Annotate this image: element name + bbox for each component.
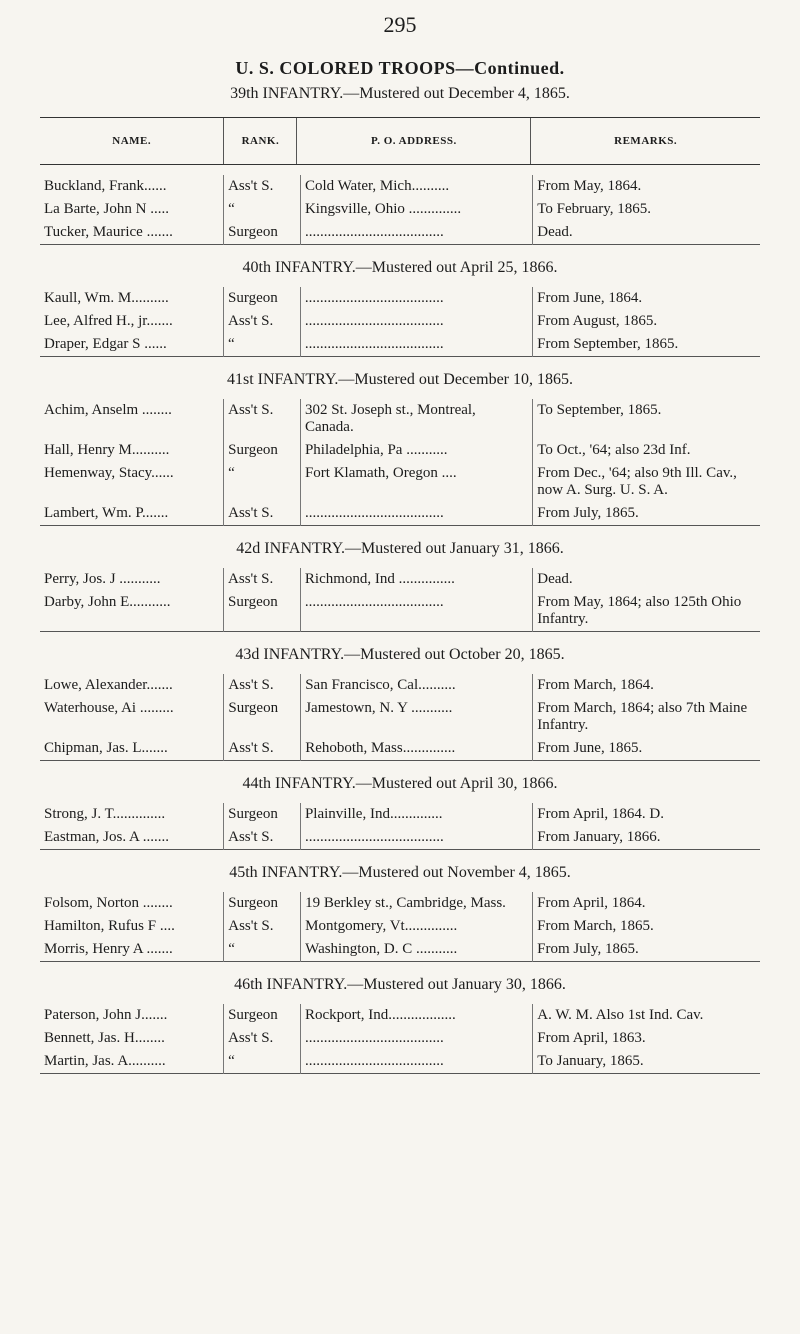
rank-cell: Surgeon xyxy=(224,287,301,310)
remarks-cell: Dead. xyxy=(533,568,760,591)
address-cell: Richmond, Ind ............... xyxy=(300,568,532,591)
table-row xyxy=(40,591,760,632)
section-title: 46th INFANTRY.—Mustered out January 30, 1866. xyxy=(234,976,566,993)
remarks-cell: To September, 1865. xyxy=(533,399,760,439)
section-title: 43d INFANTRY.—Mustered out October 20, 1865. xyxy=(235,646,565,663)
address-cell: ..................................... xyxy=(300,591,532,632)
name-cell: Lambert, Wm. P....... xyxy=(44,505,169,521)
rank-cell: “ xyxy=(224,462,301,502)
address-cell: ..................................... xyxy=(300,310,532,333)
roster-table xyxy=(40,175,760,245)
page-number: 295 xyxy=(383,12,417,37)
address-cell: Rockport, Ind.................. xyxy=(300,1004,532,1027)
remarks-cell: From March, 1864. xyxy=(533,674,760,697)
roster-table xyxy=(40,287,760,357)
table-row xyxy=(40,737,760,761)
name-cell: Hall, Henry M.......... xyxy=(44,442,170,458)
table-row xyxy=(40,221,760,245)
address-cell: Philadelphia, Pa ........... xyxy=(300,439,532,462)
section-title: 40th INFANTRY.—Mustered out April 25, 1866. xyxy=(242,259,558,276)
rank-cell: Surgeon xyxy=(224,697,301,737)
name-cell: Tucker, Maurice ....... xyxy=(44,224,173,240)
rank-cell: “ xyxy=(224,198,301,221)
remarks-cell: Dead. xyxy=(533,221,760,245)
name-cell: Folsom, Norton ........ xyxy=(44,895,173,911)
table-row xyxy=(40,462,760,502)
remarks-cell: To January, 1865. xyxy=(533,1050,760,1074)
remarks-cell: From April, 1864. xyxy=(533,892,760,915)
name-cell: Paterson, John J....... xyxy=(44,1007,168,1023)
table-row xyxy=(40,892,760,915)
table-row xyxy=(40,1004,760,1027)
address-cell: Cold Water, Mich.......... xyxy=(300,175,532,198)
name-cell: Perry, Jos. J ........... xyxy=(44,571,161,587)
name-cell: Lowe, Alexander....... xyxy=(44,677,173,693)
name-cell: Hemenway, Stacy...... xyxy=(44,465,174,481)
address-cell: Jamestown, N. Y ........... xyxy=(301,697,533,737)
remarks-cell: A. W. M. Also 1st Ind. Cav. xyxy=(533,1004,760,1027)
remarks-cell: To Oct., '64; also 23d Inf. xyxy=(533,439,760,462)
rank-cell: Surgeon xyxy=(224,892,301,915)
rank-cell: Ass't S. xyxy=(224,502,301,526)
remarks-cell: From May, 1864. xyxy=(533,175,760,198)
address-cell: 19 Berkley st., Cambridge, Mass. xyxy=(301,892,533,915)
table-row xyxy=(40,803,760,826)
rank-cell: Ass't S. xyxy=(224,737,301,761)
address-cell: Fort Klamath, Oregon .... xyxy=(300,462,532,502)
section-title-39th: 39th INFANTRY.—Mustered out December 4, 1865. xyxy=(230,85,570,102)
document-page xyxy=(40,10,760,1074)
address-cell: Montgomery, Vt.............. xyxy=(301,915,533,938)
table-row xyxy=(40,333,760,357)
table-row xyxy=(40,674,760,697)
rank-cell: Surgeon xyxy=(224,803,301,826)
remarks-cell: From April, 1863. xyxy=(533,1027,760,1050)
address-cell: ..................................... xyxy=(300,287,532,310)
rank-cell: “ xyxy=(224,938,301,962)
address-cell: ..................................... xyxy=(300,333,532,357)
roster-table xyxy=(40,803,760,850)
table-row xyxy=(40,1050,760,1074)
address-cell: ..................................... xyxy=(300,1050,532,1074)
remarks-cell: From January, 1866. xyxy=(533,826,760,850)
name-cell: Hamilton, Rufus F .... xyxy=(44,918,175,934)
rank-cell: Ass't S. xyxy=(224,175,301,198)
name-cell: Lee, Alfred H., jr....... xyxy=(44,313,173,329)
name-cell: Martin, Jas. A.......... xyxy=(44,1053,166,1069)
rank-cell: Surgeon xyxy=(224,439,301,462)
remarks-cell: From June, 1864. xyxy=(533,287,760,310)
roster-table xyxy=(40,892,760,962)
name-cell: Eastman, Jos. A ....... xyxy=(44,829,170,845)
table-row xyxy=(40,502,760,526)
address-cell: ..................................... xyxy=(300,1027,532,1050)
table-row xyxy=(40,568,760,591)
remarks-cell: From March, 1864; also 7th Maine Infantry. xyxy=(533,697,760,737)
rank-cell: “ xyxy=(224,1050,301,1074)
remarks-cell: From June, 1865. xyxy=(533,737,760,761)
name-cell: Kaull, Wm. M.......... xyxy=(44,290,169,306)
rank-cell: Ass't S. xyxy=(224,826,301,850)
rank-cell: Ass't S. xyxy=(224,310,301,333)
address-cell: 302 St. Joseph st., Montreal, Canada. xyxy=(300,399,532,439)
address-cell: ..................................... xyxy=(300,826,532,850)
column-header-address: P. O. ADDRESS. xyxy=(297,118,531,165)
section-title: 42d INFANTRY.—Mustered out January 31, 1866. xyxy=(236,540,564,557)
name-cell: Bennett, Jas. H........ xyxy=(44,1030,165,1046)
column-header-remarks: REMARKS. xyxy=(531,118,760,165)
section-title: 41st INFANTRY.—Mustered out December 10, 1865. xyxy=(226,371,574,388)
remarks-cell: From August, 1865. xyxy=(533,310,760,333)
table-row xyxy=(40,310,760,333)
remarks-cell: From July, 1865. xyxy=(533,938,760,962)
table-row xyxy=(40,399,760,439)
name-cell: Buckland, Frank...... xyxy=(44,178,167,194)
table-row xyxy=(40,287,760,310)
document-title: U. S. COLORED TROOPS—Continued. xyxy=(235,58,565,78)
name-cell: Waterhouse, Ai ......... xyxy=(44,700,174,716)
name-cell: Morris, Henry A ....... xyxy=(44,941,173,957)
roster-sections xyxy=(40,175,760,1074)
roster-table xyxy=(40,1004,760,1074)
rank-cell: Ass't S. xyxy=(224,399,301,439)
table-row xyxy=(40,938,760,962)
name-cell: Strong, J. T.............. xyxy=(44,806,166,822)
name-cell: Draper, Edgar S ...... xyxy=(44,336,167,352)
column-header-name: NAME. xyxy=(40,118,224,165)
name-cell: Achim, Anselm ........ xyxy=(44,402,172,418)
column-header-rank: RANK. xyxy=(224,118,297,165)
remarks-cell: From September, 1865. xyxy=(533,333,760,357)
rank-cell: “ xyxy=(224,333,301,357)
rank-cell: Surgeon xyxy=(224,591,301,632)
rank-cell: Ass't S. xyxy=(224,915,301,938)
section-title: 44th INFANTRY.—Mustered out April 30, 1866. xyxy=(242,775,558,792)
section-title: 45th INFANTRY.—Mustered out November 4, 1865. xyxy=(229,864,571,881)
remarks-cell: From March, 1865. xyxy=(533,915,760,938)
table-row xyxy=(40,175,760,198)
remarks-cell: To February, 1865. xyxy=(533,198,760,221)
name-cell: Chipman, Jas. L....... xyxy=(44,740,168,756)
rank-cell: Surgeon xyxy=(224,1004,301,1027)
table-row xyxy=(40,697,760,737)
table-row xyxy=(40,915,760,938)
table-row xyxy=(40,826,760,850)
address-cell: San Francisco, Cal.......... xyxy=(301,674,533,697)
remarks-cell: From Dec., '64; also 9th Ill. Cav., now A. Surg. U. S. A. xyxy=(533,462,760,502)
address-cell: ..................................... xyxy=(300,502,532,526)
table-row xyxy=(40,1027,760,1050)
address-cell: Plainville, Ind.............. xyxy=(300,803,532,826)
address-cell: Washington, D. C ........... xyxy=(301,938,533,962)
rank-cell: Ass't S. xyxy=(224,674,301,697)
address-cell: ..................................... xyxy=(300,221,532,245)
roster-table xyxy=(40,674,760,761)
column-header-row xyxy=(40,117,760,165)
table-row xyxy=(40,198,760,221)
rank-cell: Ass't S. xyxy=(224,568,301,591)
name-cell: La Barte, John N ..... xyxy=(44,201,169,217)
rank-cell: Ass't S. xyxy=(224,1027,301,1050)
remarks-cell: From May, 1864; also 125th Ohio Infantry. xyxy=(533,591,760,632)
remarks-cell: From July, 1865. xyxy=(533,502,760,526)
rank-cell: Surgeon xyxy=(224,221,301,245)
address-cell: Kingsville, Ohio .............. xyxy=(300,198,532,221)
table-row xyxy=(40,439,760,462)
remarks-cell: From April, 1864. D. xyxy=(533,803,760,826)
address-cell: Rehoboth, Mass.............. xyxy=(301,737,533,761)
roster-table xyxy=(40,568,760,632)
name-cell: Darby, John E........... xyxy=(44,594,171,610)
roster-table xyxy=(40,399,760,526)
